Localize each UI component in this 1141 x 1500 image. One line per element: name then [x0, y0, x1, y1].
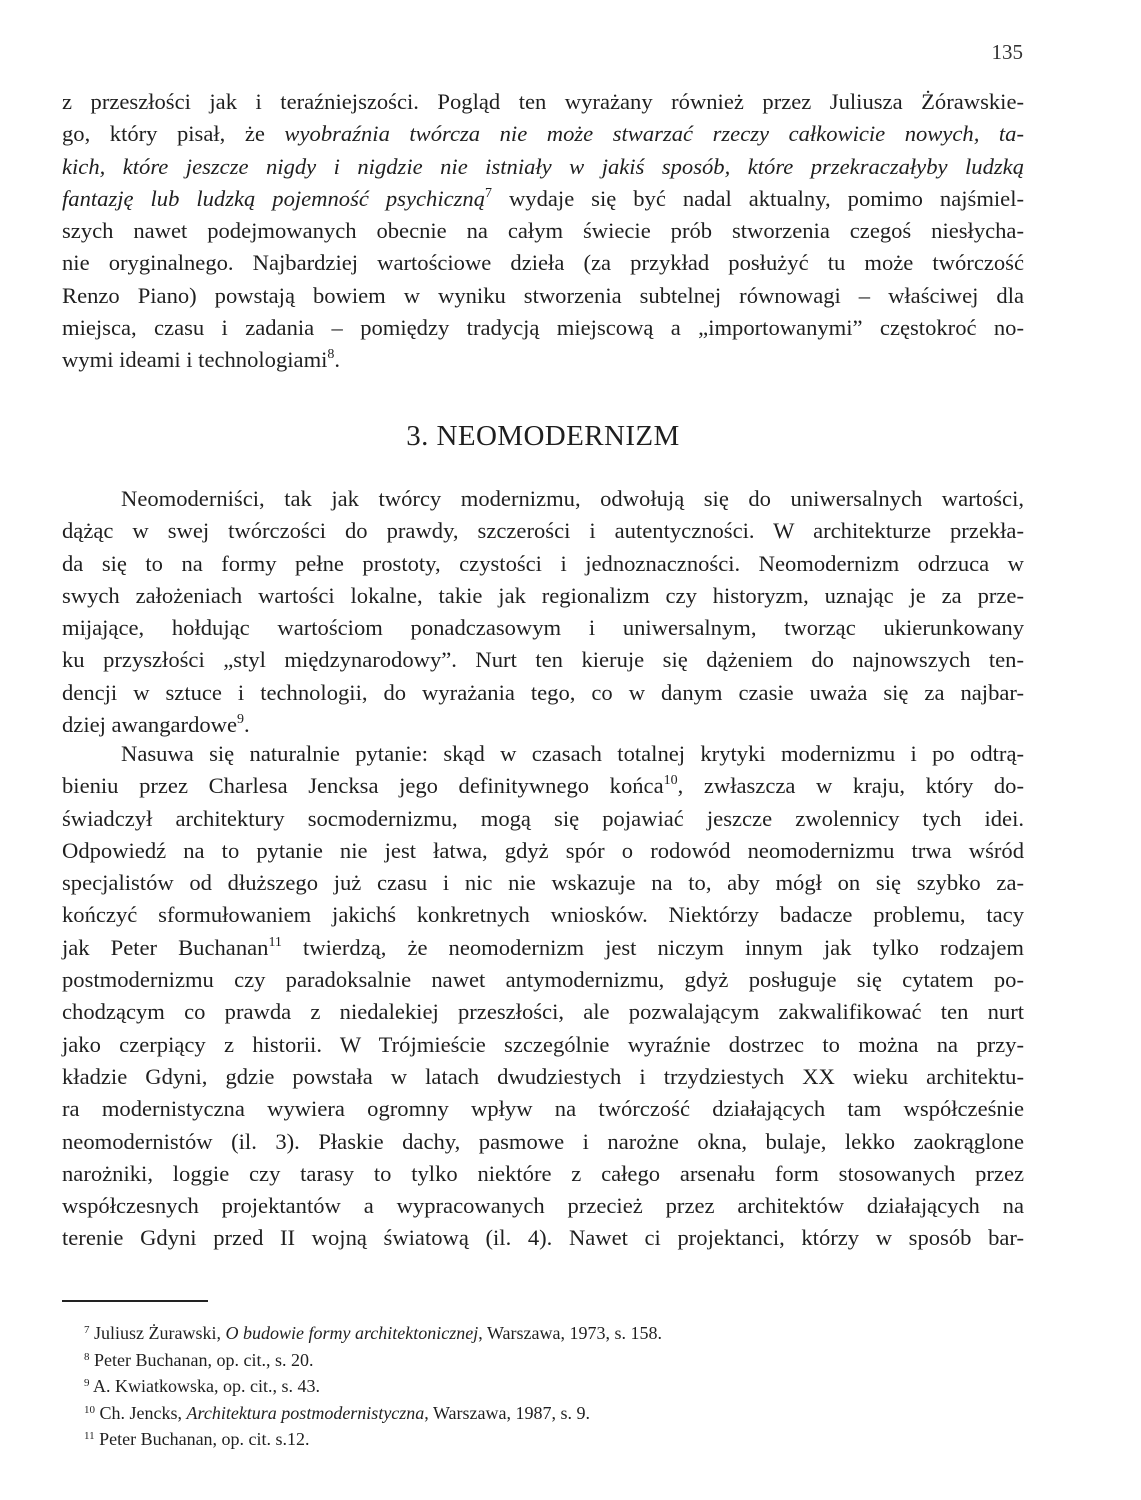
intro-paragraph: [62, 86, 1024, 377]
quote-italic: wyobraźnia twórcza nie może stwarzać rzeczy całkowicie nowych, ta-: [284, 121, 1024, 147]
text-line: narożniki, loggie czy tarasy to tylko niektóre z całego arsenału form stosowanych przez: [62, 1160, 1024, 1186]
footnote-number: 9: [84, 1377, 90, 1389]
footnote-ref: 9: [237, 712, 245, 728]
footnote-text: , Warszawa, 1973, s. 158.: [478, 1323, 662, 1343]
section-heading: 3. NEOMODERNIZM: [406, 420, 680, 452]
text-line: Odpowiedź na to pytanie nie jest łatwa, gdyż spór o rodowód neomodernizmu trwa wśród: [62, 837, 1024, 863]
text-line: chodzącym co prawda z niedalekiej przeszłości, ale pozwalającym zakwalifikować ten nurt: [62, 999, 1024, 1025]
text-run: go, który pisał, że: [62, 121, 285, 147]
text-line: da się to na formy pełne prostoty, czystości i jednoznaczności. Neomodernizm odrzuca w: [62, 550, 1024, 576]
footnote-ref: 10: [663, 773, 678, 789]
footnote-text: Peter Buchanan, op. cit., s. 20.: [94, 1349, 314, 1370]
footnote-number: 7: [84, 1324, 90, 1336]
footnote-text: Peter Buchanan, op. cit. s.12.: [99, 1429, 310, 1449]
text-line: dążąc w swej twórczości do prawdy, szczerości i autentyczności. W architekturze przekła-: [62, 518, 1024, 544]
footnote: [84, 1347, 984, 1374]
footnote-ref: 8: [327, 347, 335, 363]
footnote-ref: 11: [268, 934, 282, 950]
text-line: ra modernistyczna wywiera ogromny wpływ na twórczość działających tam współcześnie: [62, 1096, 1024, 1122]
text-line: specjalistów od dłuższego już czasu i nic nie wskazuje na to, aby mógł on się szybko za-: [62, 870, 1024, 896]
footnote: [84, 1320, 984, 1347]
footnote: [84, 1373, 984, 1400]
text-line: świadczył architektury socmodernizmu, mogą się pojawiać jeszcze zwolennicy tych idei.: [62, 805, 1024, 831]
footnote-text: A. Kwiatkowska, op. cit., s. 43.: [93, 1376, 320, 1396]
text-line: jako czerpiący z historii. W Trójmieście szczególnie wyraźnie dostrzec to można na przy-: [62, 1031, 1024, 1057]
footnote-divider: [62, 1300, 208, 1302]
footnote-text: Ch. Jencks,: [99, 1402, 187, 1423]
text-line: nie oryginalnego. Najbardziej wartościowe dzieła (za przykład posłużyć tu może twórczość: [62, 250, 1024, 276]
text-line: dencji w sztuce i technologii, do wyrażania tego, co w danym czasie uważa się za najbar-: [62, 679, 1024, 705]
text-line: neomodernistów (il. 3). Płaskie dachy, pasmowe i narożne okna, bulaje, lekko zaokrąglone: [62, 1128, 1024, 1154]
footnote-text: , Warszawa, 1987, s. 9.: [424, 1402, 590, 1423]
paragraph-2: [62, 738, 1024, 1255]
text-line: szych nawet podejmowanych obecnie na całym świecie prób stworzenia czegoś niesłycha-: [62, 218, 1024, 244]
text-line: mijające, hołdując wartościom ponadczasowym i uniwersalnym, tworząc ukierunkowany: [62, 615, 1024, 641]
text-line: [62, 151, 1024, 183]
quote-italic: kich, które jeszcze nigdy i nigdzie nie istniały w jakiś sposób, które przekraczałyby ludzką: [62, 153, 1024, 179]
footnote: [84, 1426, 984, 1453]
text-line: z przeszłości jak i teraźniejszości. Pogląd ten wyrażany również przez Juliusza Żórawskie-: [62, 89, 1024, 114]
footnote-number: 8: [84, 1350, 90, 1363]
text-run: dziej awangardowe: [62, 712, 238, 738]
text-line: [62, 932, 1024, 964]
footnote-ref: 7: [485, 185, 493, 201]
footnote-title: O budowie formy architektonicznej: [225, 1323, 479, 1343]
text-line: ku przyszłości „styl międzynarodowy”. Nurt ten kieruje się dążeniem do najnowszych ten-: [62, 647, 1024, 673]
quote-italic: fantazję lub ludzką pojemność psychiczną: [62, 185, 486, 211]
text-line: [62, 709, 1024, 741]
footnote: [84, 1400, 984, 1427]
text-line: terenie Gdyni przed II wojną światową (il. 4). Nawet ci projektanci, którzy w sposób bar-: [62, 1225, 1024, 1251]
text-run: , zwłaszcza w kraju, który do-: [677, 773, 1024, 799]
text-run: jak Peter Buchanan: [62, 934, 269, 960]
text-line: kończyć sformułowaniem jakichś konkretnych wniosków. Niektórzy badacze problemu, tacy: [62, 902, 1024, 928]
text-line: postmodernizmu czy paradoksalnie nawet antymodernizmu, gdyż posługuje się cytatem po-: [62, 967, 1024, 993]
text-line: miejsca, czasu i zadania – pomiędzy tradycją miejscową a „importowanymi” częstokroć no-: [62, 315, 1024, 341]
text-run: .: [334, 347, 341, 373]
text-run: .: [244, 712, 250, 738]
text-line: Neomoderniści, tak jak twórcy modernizmu, odwołują się do uniwersalnych wartości,: [121, 486, 1024, 511]
text-line: [62, 183, 1024, 215]
text-line: swych założeniach wartości lokalne, takie jak regionalizm czy historyzm, uznając je za prze-: [62, 582, 1024, 608]
text-line: Renzo Piano) powstają bowiem w wyniku stworzenia subtelnej równowagi – właściwej dla: [62, 282, 1024, 308]
text-line: [62, 118, 1024, 150]
footnote-title: Architektura postmodernistyczna: [186, 1402, 425, 1423]
text-run: bieniu przez Charlesa Jencksa jego definitywnego końca: [62, 773, 664, 799]
footnotes: [84, 1320, 984, 1453]
footnote-number: 10: [84, 1403, 95, 1416]
footnote-text: Juliusz Żurawski,: [94, 1323, 226, 1343]
text-line: kładzie Gdyni, gdzie powstała w latach dwudziestych i trzydziestych XX wieku architektu-: [62, 1063, 1024, 1089]
footnote-number: 11: [84, 1430, 95, 1442]
text-run: twierdzą, że neomodernizm jest niczym innym jak tylko rodzajem: [281, 934, 1024, 960]
text-run: wymi ideami i technologiami: [62, 347, 328, 373]
text-line: Nasuwa się naturalnie pytanie: skąd w czasach totalnej krytyki modernizmu i po odtrą-: [121, 741, 1024, 766]
paragraph-1: [62, 483, 1024, 741]
page-number: 135: [991, 40, 1023, 64]
text-line: [62, 770, 1024, 802]
text-line: współczesnych projektantów a wypracowanych przecież przez architektów działających na: [62, 1193, 1024, 1219]
text-run: wydaje się być nadal aktualny, pomimo najśmiel-: [492, 185, 1024, 211]
text-line: [62, 344, 1024, 376]
